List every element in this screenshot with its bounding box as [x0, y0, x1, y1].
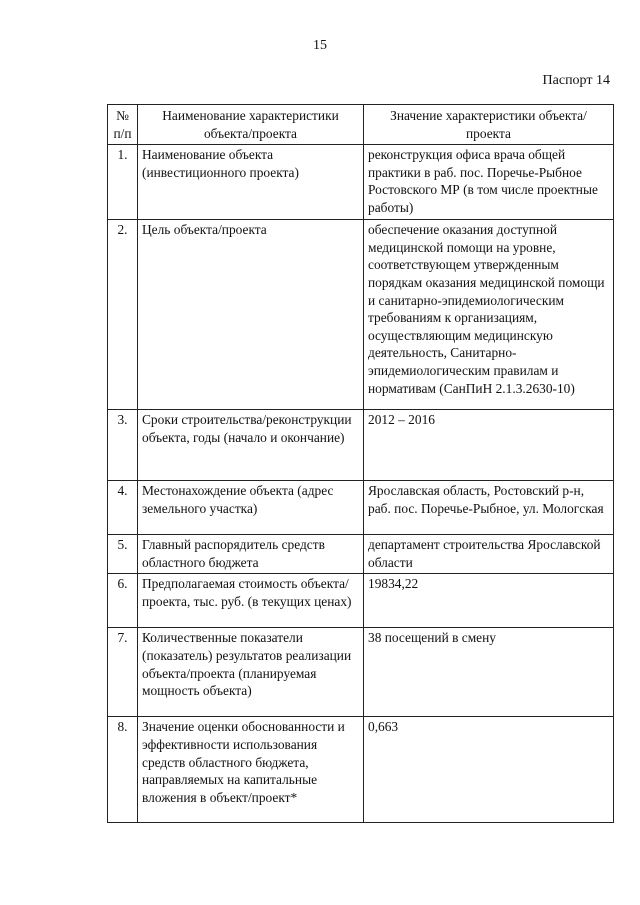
row-number: 8. — [108, 717, 138, 823]
table-row — [108, 145, 614, 220]
row-name: Главный распорядитель средств областного бюджета — [138, 535, 364, 574]
row-number: 2. — [108, 220, 138, 410]
row-value: реконструкция офиса врача общей практики в раб. пос. Поречье-Рыбное Ростовского МР (в том числе проектные работы) — [364, 145, 614, 220]
passport-label: Паспорт 14 — [542, 73, 610, 88]
row-value: 0,663 — [364, 717, 614, 823]
table-header-row — [108, 105, 614, 145]
row-number: 5. — [108, 535, 138, 574]
row-name: Цель объекта/проекта — [138, 220, 364, 410]
row-name: Количественные показатели (показатель) результатов реализации объекта/проекта (планируемая мощность объекта) — [138, 628, 364, 717]
row-value: обеспечение оказания доступной медицинской помощи на уровне, соответствующем утвержденным порядкам оказания медицинской помощи и санитарно-эпидемиологическим требованиям к организациям, осуществляющим медицинскую деятельность, Санитарно-эпидемиологическим правилам и нормативам (СанПиН 2.1.3.2630-10) — [364, 220, 614, 410]
row-number: 1. — [108, 145, 138, 220]
row-name: Сроки строительства/реконструкции объекта, годы (начало и окончание) — [138, 410, 364, 481]
row-value: 38 посещений в смену — [364, 628, 614, 717]
row-name: Предполагаемая стоимость объекта/проекта, тыс. руб. (в текущих ценах) — [138, 574, 364, 628]
row-number: 4. — [108, 481, 138, 535]
row-number: 6. — [108, 574, 138, 628]
row-number: 3. — [108, 410, 138, 481]
row-name: Значение оценки обоснованности и эффективности использования средств областного бюджета, направляемых на капитальные вложения в объект/проект* — [138, 717, 364, 823]
row-value: 2012 – 2016 — [364, 410, 614, 481]
header-value: Значение характеристики объекта/проекта — [364, 105, 614, 145]
row-value: 19834,22 — [364, 574, 614, 628]
row-name: Наименование объекта (инвестиционного проекта) — [138, 145, 364, 220]
table-row — [108, 481, 614, 535]
header-num: № п/п — [108, 105, 138, 145]
page-number: 15 — [313, 38, 327, 53]
row-value: департамент строительства Ярославской области — [364, 535, 614, 574]
row-number: 7. — [108, 628, 138, 717]
table-row — [108, 628, 614, 717]
table-row — [108, 535, 614, 574]
row-value: Ярославская область, Ростовский р-н, раб. пос. Поречье-Рыбное, ул. Мологская — [364, 481, 614, 535]
row-name: Местонахождение объекта (адрес земельного участка) — [138, 481, 364, 535]
table-row — [108, 717, 614, 823]
header-name: Наименование характеристики объекта/проекта — [138, 105, 364, 145]
table-row — [108, 574, 614, 628]
table-row — [108, 410, 614, 481]
table-row — [108, 220, 614, 410]
passport-table — [107, 104, 614, 823]
